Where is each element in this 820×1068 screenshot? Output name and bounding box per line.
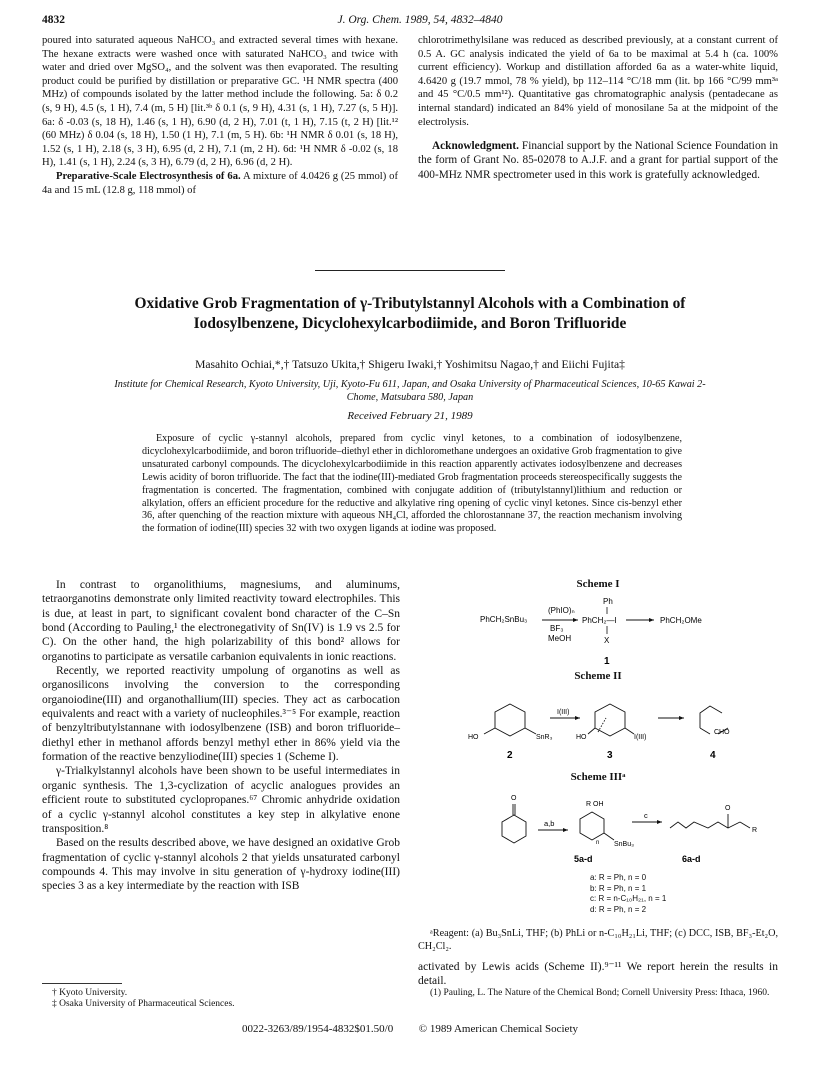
s3-compound-6: 6a-d bbox=[682, 854, 701, 864]
footnote-rule bbox=[42, 983, 122, 984]
journal-header: J. Org. Chem. 1989, 54, 4832–4840 bbox=[337, 14, 503, 26]
s1-product: PhCH₂OMe bbox=[660, 616, 702, 625]
article-title: Oxidative Grob Fragmentation of γ-Tributylstannyl Alcohols with a Combination of Iodosylbenzene, Dicyclohexylcarbodiimide, and Boron Trifluoride bbox=[134, 295, 686, 332]
s2-ho-3: HO bbox=[576, 734, 587, 741]
scheme-2 bbox=[484, 704, 728, 736]
footnote-kyoto: † Kyoto University. bbox=[52, 988, 128, 998]
body-left-column bbox=[42, 578, 400, 894]
scheme-3 bbox=[502, 804, 750, 843]
scheme-3-title: Scheme IIIᵃ bbox=[570, 771, 626, 783]
affiliation: Institute for Chemical Research, Kyoto University, Uji, Kyoto-Fu 611, Japan, and Osaka University of Pharmaceutical Sciences, 10-65 Kawai 2-Chome, Matsubara 580, Japan bbox=[114, 379, 706, 403]
scheme-3-legend bbox=[590, 873, 760, 915]
scheme-1 bbox=[480, 597, 702, 667]
body-paragraph: Based on the results described above, we have designed an oxidative Grob fragmentation of cyclic γ-stannyl alcohols 2 that yields unsaturated carbonyl compounds 4. This may involve in situ generation of γ-hydroxy iodine(III) species 3 as a key intermediate by the reaction with ISB bbox=[42, 837, 400, 893]
authors: Masahito Ochiai,*,† Tatsuzo Ukita,† Shigeru Iwaki,† Yoshimitsu Nagao,† and Eiichi Fujita‡ bbox=[195, 358, 625, 371]
top-right-column bbox=[418, 34, 778, 182]
s1-reactant: PhCH₂SnBu₃ bbox=[480, 615, 528, 624]
experimental-paragraph: poured into saturated aqueous NaHCO₃ and extracted several times with hexane. The hexane extracts were washed once with saturated NaHCO₃ and twice with water and dried over MgSO₄, and the solvent was then evaporated. The resulting product could be purified by distillation or preparative GC. ¹H NMR spectra (400 MHz) of compounds isolated by the latter method include the following. 5a: δ 0.2 (s, 9 H), 4.5 (s, 1 H), 7.4 (m, 5 H) [lit.³ᵇ δ 0.1 (s, 9 H), 4.31 (s, 1 H), 7.27 (s, 5 H)]. 6a: δ -0.03 (s, 18 H), 1.46 (s, 1 H), 6.90 (d, 2 H), 7.01 (t, 1 H), 7.15 (t, 2 H) [lit.¹² (60 MHz) δ 0.04 (s, 18 H), 1.50 (1 H), 7.1 (m, 5 H). 6b: ¹H NMR δ 0.01 (s, 18 H), 1.52 (s, 1 H), 2.18 (s, 3 H), 6.95 (d, 2 H), 7.1 (m, 2 H). 6d: ¹H NMR δ -0.02 (s, 18 H), 1.41 (s, 1 H), 2.24 (s, 3 H), 6.79 (d, 2 H), 6.96 (d, 2 H). bbox=[42, 35, 398, 169]
body-right-paragraph: activated by Lewis acids (Scheme II).⁹⁻¹¹ We report herein the results in detail. bbox=[418, 961, 778, 988]
s3-r: R bbox=[752, 827, 758, 834]
scheme-3-reagent-note: ᵃReagent: (a) Bu₃SnLi, THF; (b) PhLi or n-C₁₀H₂₁Li, THF; (c) DCC, ISB, BF₃-Et₂O, CH₂Cl₂. bbox=[418, 928, 778, 952]
experimental-paragraph: chlorotrimethylsilane was reduced as described previously, at a constant current of 0.5 A. GC analysis indicated the yield of 6a to be maximal at 5.4 h (ca. 100% current efficiency). Workup and distillation afforded 6a as a water-white liquid, 4.6420 g (19.7 mmol, 78 % yield), bp 112–114 °C/18 mm (lit. bp 166 °C/99 mm³ᵃ and 45 °C/0.5 mm¹²). Quantitative gas chromatographic analysis (pentadecane as internal standard) indicated an 84% yield of monosilane 5a at the midpoint of the electrolysis. bbox=[418, 35, 778, 128]
experimental-paragraph: A mixture of 4.0426 g (25 mmol) of 4a and 15 mL (12.8 g, 118 mmol) of bbox=[42, 170, 398, 196]
section-divider bbox=[315, 270, 505, 271]
footnote-osaka: ‡ Osaka University of Pharmaceutical Sciences. bbox=[52, 999, 235, 1009]
abstract: Exposure of cyclic γ-stannyl alcohols, prepared from cyclic vinyl ketones, to a combination of iodosylbenzene, dicyclohexylcarbodiimide, and boron trifluoride–diethyl ether in dichloromethane undergoes an oxidative Grob fragmentation to give unsaturated carbonyl compounds. The dicyclohexylcarbodiimide in this reaction apparently activates iodosylbenzene and decreases Lewis acidity of boron trifluoride. The fact that the iodine(III)-mediated Grob fragmentation proceeds stereospecifically suggests the fragmentation is concerted. The fragmentation, combined with conjugate addition of (tributylstannyl)lithium and reduction or alkylation, offers an efficient procedure for the reductive and alkylative ring opening of cyclic vinyl ketones. Since cis-benzyl ether 36, after quenching of the reaction mixture with aqueous NH₄Cl, afforded the chlorostannane 37, the reaction mechanism involving the formation of iodine(III) species 32 with two oxygen ligands at iodine was proposed. bbox=[142, 433, 682, 535]
s2-compound-3: 3 bbox=[607, 750, 613, 761]
s3-step1: a,b bbox=[544, 819, 555, 828]
page-footer bbox=[0, 1023, 820, 1035]
body-paragraph: In contrast to organolithiums, magnesiums, and aluminums, tetraorganotins demonstrate only limited reactivity toward electrophiles. This is due, at least in part, to significant covalent bond character of the C–Sn bond (According to Pauling,¹ the electronegativity of Sn(IV) is 1.9 vs 2.5 for C). On the other hand, the high polarizability of this bond² allows for organotins to participate as versatile carbanion equivalents in ionic reactions. bbox=[42, 579, 400, 663]
s2-i3: I(III) bbox=[634, 734, 647, 741]
s2-reagent: I(III) bbox=[557, 709, 570, 716]
top-left-column bbox=[42, 34, 398, 197]
s2-ho: HO bbox=[468, 734, 479, 741]
s3-step2: c bbox=[644, 811, 648, 820]
s1-reagent-mid: BF₃ bbox=[550, 624, 564, 633]
legend-item-c: c: R = n-C₁₀H₂₁, n = 1 bbox=[590, 894, 667, 903]
article-code: 0022-3263/89/1954-4832$01.50/0 bbox=[241, 1023, 394, 1035]
s3-n: n bbox=[596, 840, 600, 846]
legend-item-b: b: R = Ph, n = 1 bbox=[590, 883, 647, 893]
s3-r-oh: R OH bbox=[586, 801, 604, 808]
acknowledgment-text: Financial support by the National Science Foundation in the form of Grant No. 85-02078 to A.J.F. and a grant for partial support of the 400-MHz NMR spectrometer used in this work is gratefully acknowledged. bbox=[418, 140, 778, 181]
s1-x: X bbox=[604, 636, 610, 645]
s1-compound-1: 1 bbox=[604, 656, 610, 667]
scheme-1-title: Scheme I bbox=[576, 578, 620, 590]
s2-compound-2: 2 bbox=[507, 750, 513, 761]
legend-item-d: d: R = Ph, n = 2 bbox=[590, 904, 647, 914]
s3-o-6: O bbox=[725, 805, 731, 812]
page-number: 4832 bbox=[42, 14, 65, 26]
s1-intermediate: PhCH₂—I bbox=[582, 616, 617, 625]
s1-reagent-bot: MeOH bbox=[548, 634, 572, 643]
acknowledgment-heading: Acknowledgment. bbox=[432, 140, 519, 153]
body-paragraph: γ-Trialkylstannyl alcohols have been shown to be useful intermediates in organic synthesis. The 1,3-cyclization of acyclic analogues provides an efficient route to substituted cyclopropanes.⁶⁷ Chromic anhydride oxidation of a cyclic γ-stannyl alcohol constitutes a key step in alkylative enone transposition.⁸ bbox=[42, 765, 400, 835]
s3-compound-5: 5a-d bbox=[574, 854, 593, 864]
s2-snr3: SnR₃ bbox=[536, 734, 553, 741]
s2-cho: CHO bbox=[714, 729, 730, 736]
s3-snbu3: SnBu₃ bbox=[614, 841, 634, 848]
scheme-2-title: Scheme II bbox=[574, 670, 622, 682]
legend-item-a: a: R = Ph, n = 0 bbox=[590, 873, 647, 882]
s2-compound-4: 4 bbox=[710, 750, 716, 761]
s1-ph: Ph bbox=[603, 597, 613, 606]
reference-1: (1) Pauling, L. The Nature of the Chemical Bond; Cornell University Press: Ithaca, 1960. bbox=[430, 988, 770, 998]
copyright: © 1989 American Chemical Society bbox=[418, 1023, 578, 1035]
s1-reagent-top: (PhIO)ₙ bbox=[548, 606, 575, 615]
received-date: Received February 21, 1989 bbox=[347, 410, 473, 422]
s3-o: O bbox=[511, 795, 517, 802]
schemes-area bbox=[418, 578, 778, 988]
body-paragraph: Recently, we reported reactivity umpolung of organotins as well as organosilicons involving the conversion to the corresponding organoiodine(III) and organothallium(III) species. They act as carbocation equivalents and react with a variety of nucleophiles.³⁻⁵ For example, reaction of benzyltributylstannane with iodosylbenzene (ISB) and boron trifluoride–diethyl ether in methanol affords benzyl methyl ether in 86% yield via the formation of the reactive benzyliodine(III) species 1 (Scheme I). bbox=[42, 665, 400, 764]
section-heading: Preparative-Scale Electrosynthesis of 6a. bbox=[56, 170, 241, 182]
